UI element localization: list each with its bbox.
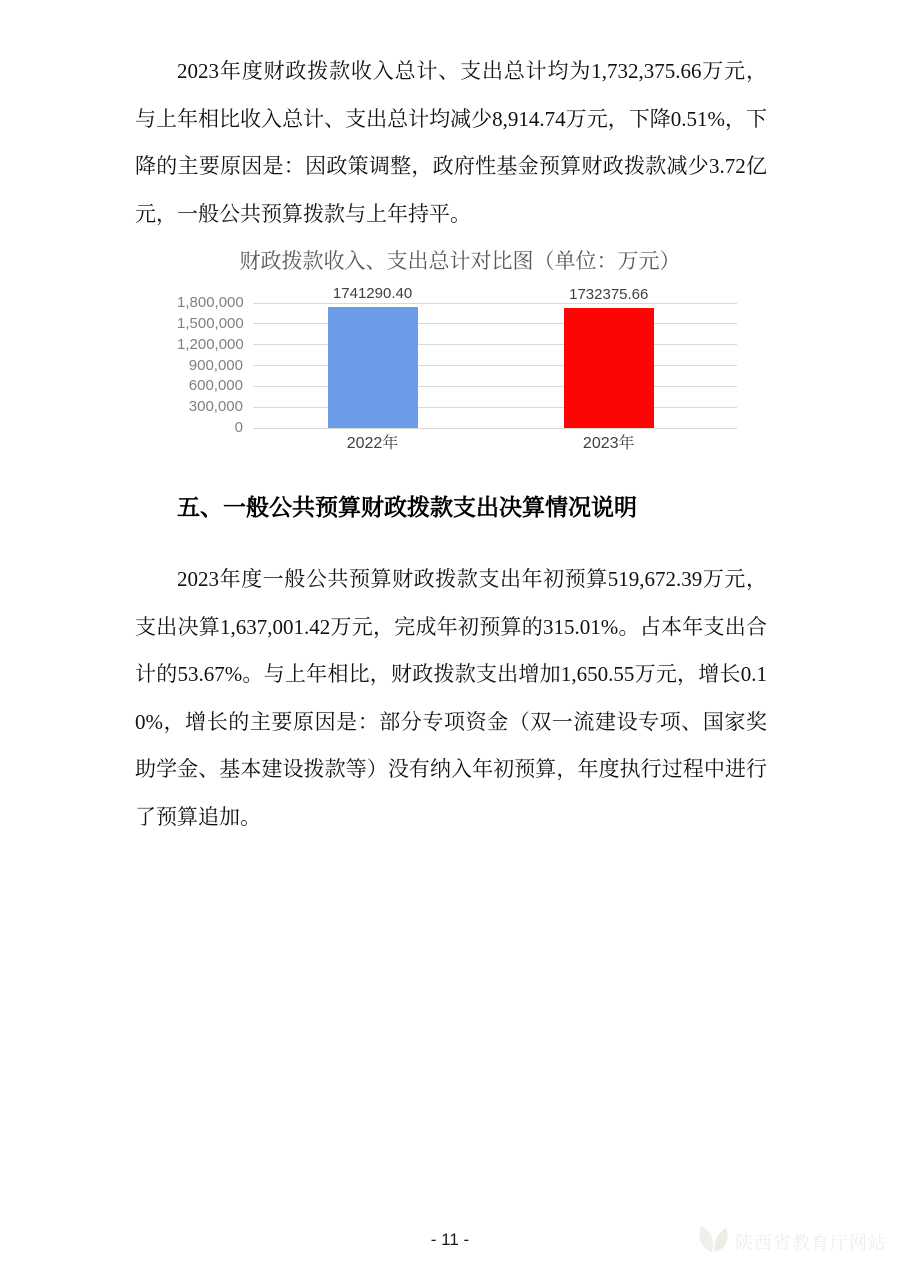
- chart-title: 财政拨款收入、支出总计对比图（单位：万元）: [239, 250, 681, 273]
- y-axis-tick-label: 1,500,000: [177, 314, 244, 332]
- gridline: [253, 407, 737, 408]
- y-axis-tick-label: 300,000: [188, 398, 243, 416]
- y-axis-tick-label: 0: [234, 419, 243, 436]
- gridline: [253, 365, 737, 366]
- bar-value-label: 1741290.40: [332, 285, 413, 303]
- gridline: [253, 323, 737, 324]
- bar-2022年: [328, 307, 418, 428]
- y-axis-tick-label: 1,800,000: [177, 294, 244, 311]
- y-axis-tick-label: 1,200,000: [177, 335, 244, 353]
- x-axis-tick-label: 2023年: [582, 435, 635, 452]
- watermark-text: 陕西省教育厅网站: [735, 1232, 887, 1253]
- watermark: [696, 1221, 887, 1262]
- bar-2023年: [564, 308, 654, 428]
- bar-value-label: 1732375.66: [569, 285, 649, 303]
- paragraph-budget-expenditure: 2023年度一般公共预算财政拨款支出年初预算519,672.39万元，支出决算1,637,001.42万元，完成年初预算的315.01%。占本年支出合计的53.67%。与上年相比，财政拨款支出增加1,650.55万元，增长0.10%，增长的主要原因是：部分专项资金（双一流建设专项、国家奖助学金、基本建设拨款等）没有纳入年初预算，年度执行过程中进行了预算追加。: [135, 567, 767, 829]
- chart-plot-area: [177, 285, 737, 452]
- x-axis-tick-label: 2022年: [346, 435, 399, 452]
- gridline: [253, 428, 737, 429]
- paragraph-fiscal-totals: 2023年度财政拨款收入总计、支出总计均为1,732,375.66万元，与上年相比收入总计、支出总计均减少8,914.74万元，下降0.51%，下降的主要原因是：因政策调整，政府性基金预算财政拨款减少3.72亿元，一般公共预算拨款与上年持平。: [135, 59, 767, 226]
- y-axis-tick-label: 600,000: [188, 377, 243, 395]
- gridline: [253, 344, 737, 345]
- bar-chart: [177, 245, 740, 457]
- gridline: [253, 386, 737, 387]
- page-number: - 11 -: [430, 1230, 470, 1249]
- section-heading: 五、一般公共预算财政拨款支出决算情况说明: [177, 494, 637, 520]
- y-axis-tick-label: 900,000: [188, 356, 243, 374]
- leaf-logo-icon: [696, 1221, 732, 1262]
